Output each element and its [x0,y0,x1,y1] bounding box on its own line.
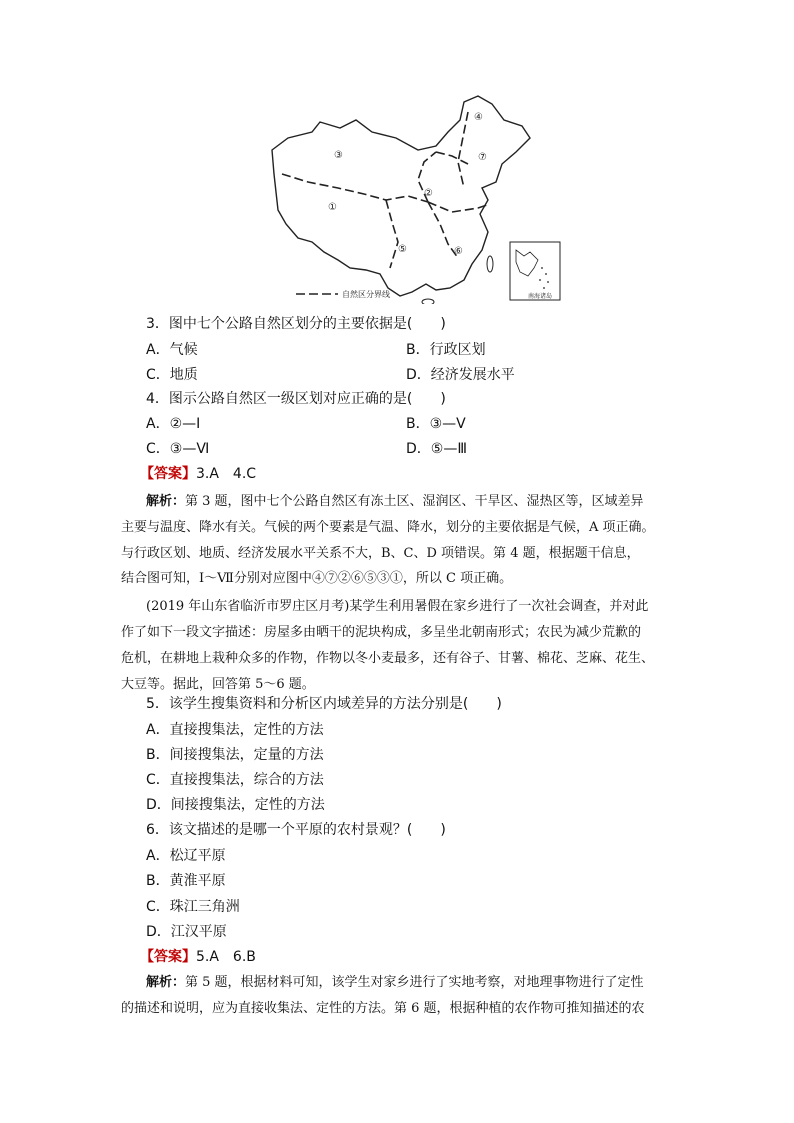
inset-coastline [516,250,538,276]
question-4-option-a: A．②—Ⅰ [146,416,201,432]
question-5-option-d: D．间接搜集法，定性的方法 [146,797,325,813]
answer-tag: 【答案】 [140,466,196,482]
question-5-option-a: A．直接搜集法，定性的方法 [146,722,324,738]
inset-islands [539,267,549,289]
explanation-lead: 解析： [146,494,186,509]
question-3-stem: 3．图中七个公路自然区划分的主要依据是( ) [146,316,446,332]
material-line-2: 作了如下一段文字描述：房屋多由晒干的泥块构成，多呈坐北朝南形式；农民为减少荒歉的 [121,625,642,640]
question-5-option-c: C．直接搜集法，综合的方法 [146,772,324,788]
question-4-option-d: D．⑤—Ⅲ [406,441,467,457]
question-3-option-c: C．地质 [146,367,198,383]
region-label-2: ② [424,188,433,199]
region-label-5: ⑤ [398,244,407,255]
region-label-3: ③ [334,150,343,161]
region-label-6: ⑥ [454,246,463,257]
question-6-option-d: D．江汉平原 [146,924,227,940]
explanation-1-line-2: 主要与温度、降水有关。气候的两个要素是气温、降水，划分的主要依据是气候，A 项正确。 [121,520,655,535]
explanation-text: 第 5 题，根据材料可知，该学生对家乡进行了实地考察，对地理事物进行了定性 [185,975,644,990]
question-3-option-d: D．经济发展水平 [406,367,515,383]
explanation-1-line-4: 结合图可知，Ⅰ～Ⅶ分别对应图中④⑦②⑥⑤③①，所以 C 项正确。 [121,571,513,586]
explanation-1-line-3: 与行政区划、地质、经济发展水平关系不大，B、C、D 项错误。第 4 题，根据题干信息， [121,546,640,561]
explanation-text: 第 3 题，图中七个公路自然区有冻土区、湿润区、干旱区、湿热区等，区域差异 [185,494,644,509]
region-label-7: ⑦ [478,152,487,163]
region-label-4: ④ [474,112,483,123]
taiwan-island [487,256,493,272]
question-4-option-b: B．③—Ⅴ [406,416,466,432]
explanation-1-line-1 [146,489,673,515]
material-line-1: (2019 年山东省临沂市罗庄区月考)某学生利用暑假在家乡进行了一次社会调查，并对此 [146,599,649,614]
question-4-option-c: C．③—Ⅵ [146,441,210,457]
china-outline [272,96,530,296]
map-figure [268,92,568,304]
question-5-option-b: B．间接搜集法，定量的方法 [146,747,324,763]
region-label-1: ① [328,202,337,213]
answer-value: 3.A 4.C [196,466,257,482]
answer-block-1 [140,464,256,484]
answer-block-2 [140,947,256,967]
answer-value: 5.A 6.B [196,949,256,965]
question-4-stem: 4．图示公路自然区一级区划对应正确的是( ) [146,391,446,407]
answer-tag: 【答案】 [140,949,196,965]
legend-label: 自然区分界线 [342,290,390,299]
inset-caption: 南海诸岛 [528,293,553,300]
question-6-option-c: C．珠江三角洲 [146,899,240,915]
hainan-island [422,299,434,304]
material-line-4: 大豆等。据此，回答第 5～6 题。 [121,677,315,692]
explanation-2-line-2: 的描述和说明，应为直接收集法、定性的方法。第 6 题，根据种植的农作物可推知描述的农 [121,1001,645,1016]
question-3-option-b: B．行政区划 [406,342,486,358]
question-5-stem: 5．该学生搜集资料和分析区内域差异的方法分别是( ) [146,696,502,712]
question-6-option-a: A．松辽平原 [146,848,226,864]
material-line-3: 危机，在耕地上栽种众多的作物，作物以冬小麦最多，还有谷子、甘薯、棉花、芝麻、花生、 [121,651,655,666]
question-3-option-a: A．气候 [146,342,198,358]
china-highway-regions-map [268,92,568,304]
explanation-2-line-1 [146,970,673,996]
question-6-option-b: B．黄淮平原 [146,873,226,889]
explanation-lead: 解析： [146,975,186,990]
question-6-stem: 6．该文描述的是哪一个平原的农村景观？( ) [146,822,446,838]
